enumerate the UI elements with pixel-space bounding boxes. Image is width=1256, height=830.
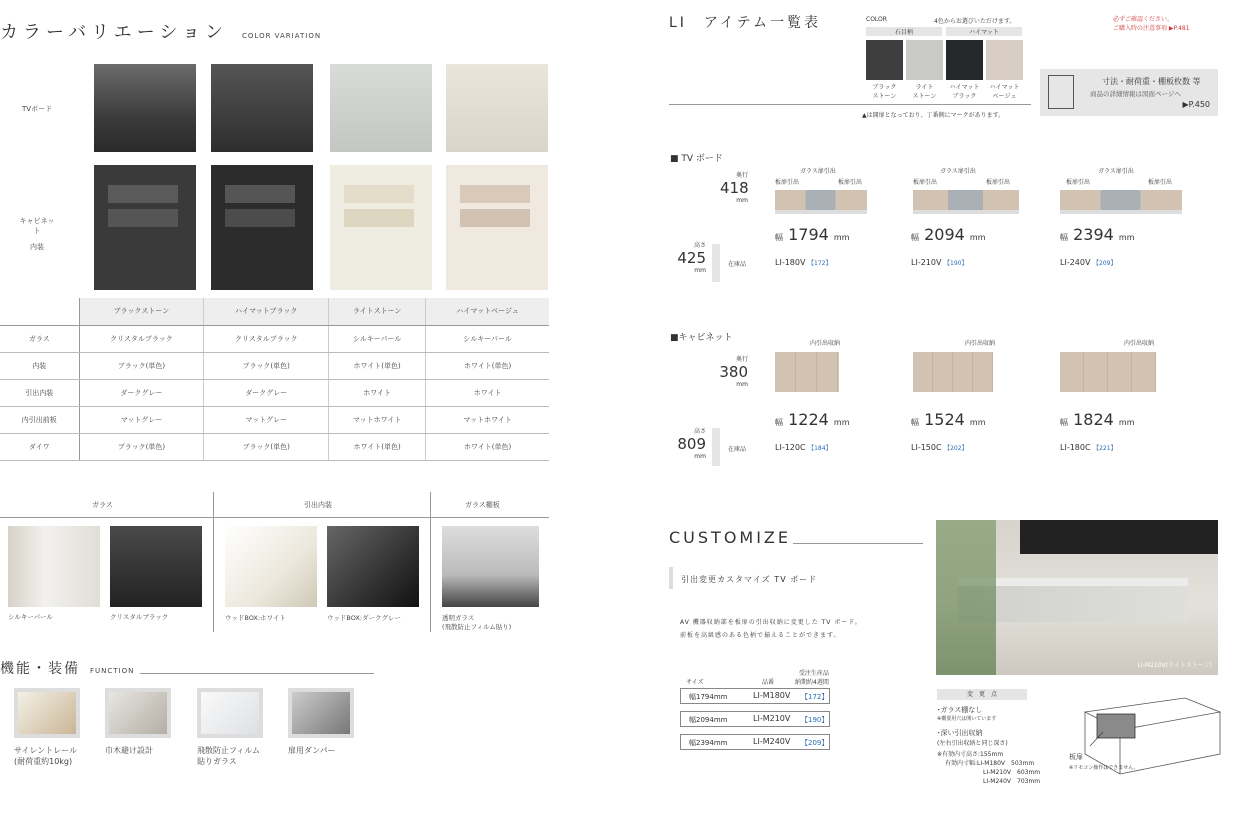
sample-wood-grey (327, 526, 419, 607)
section-shelf: ガラス棚板 (465, 501, 500, 509)
tv-board-diagram (913, 190, 1019, 210)
group-label-highmatt: ハイマット (946, 27, 1022, 36)
function-photo-baseboard (105, 688, 171, 738)
divider (213, 492, 214, 632)
group-label-stone: 石目柄 (866, 27, 942, 36)
caption: ウッドBOX:ダークグレー (327, 614, 402, 622)
col-header: 品番 (762, 679, 775, 686)
swatch-label: ブラック ストーン (872, 84, 897, 100)
sample-crystal-black (110, 526, 202, 607)
height-bar (712, 244, 720, 282)
caption: シルキーパール (8, 613, 53, 621)
label: 板扉引出 (775, 179, 800, 186)
table-row: 引出内装 ダークグレー ダークグレー ホワイト ホワイト (0, 379, 549, 406)
col-header: ハイマットブラック (204, 298, 329, 325)
caption: ウッドBOX:ホワイト (225, 614, 286, 622)
tv-photo-highmatt-beige (446, 64, 548, 152)
tv-width: 幅 1794 mm (775, 225, 850, 244)
sample-wood-white (225, 526, 317, 607)
function-photo-film (197, 688, 263, 738)
board-base (913, 210, 1019, 214)
cab-code: LI-180C 【221】 (1060, 443, 1117, 452)
change-list: ･ガラス棚なし ※概要用穴は開いています ･深い引出収納 (左右引出収納と同じ深さ) ※有効内寸高さ:155mm 有効内寸幅:LI-M180V 503mm LI-M210V 603mm LI-M240V 703mm (937, 706, 1041, 785)
customize-row: 幅1794mm LI-M180V 【172】 (680, 688, 830, 704)
label: 板扉引出 (838, 179, 863, 186)
label: 板扉引出 (1148, 179, 1173, 186)
col-header: ハイマットベージュ (426, 298, 549, 325)
tv-height: 高さ 425 mm (677, 242, 706, 274)
tv-board-diagram (1060, 190, 1182, 210)
divider (140, 673, 374, 674)
divider (669, 104, 1031, 105)
tv-photo-highmatt-black (211, 64, 313, 152)
row-label-cabinet: キャビネット 内装 (19, 217, 55, 251)
caption: クリスタルブラック (110, 613, 169, 621)
height-bar (712, 428, 720, 466)
tv-section-title: ■ TV ボード (670, 154, 723, 164)
cab-diagram (775, 352, 839, 392)
col-header: ブラックストーン (79, 298, 204, 325)
cab-code: LI-120C 【184】 (775, 443, 832, 452)
function-label: 扉用ダンパー (288, 746, 336, 755)
table-row: 内引出前板 マットグレー マットグレー マットホワイト マットホワイト (0, 406, 549, 433)
spec-table (0, 298, 549, 461)
table-row: ガラス クリスタルブラック クリスタルブラック シルキーパール シルキーパール (0, 325, 549, 352)
tv-photo-lightstone (330, 64, 432, 152)
cabinet-photo-highmatt-black (211, 165, 313, 290)
swatch-label: ハイマット ベージュ (989, 84, 1020, 100)
label: 板扉引出 (913, 179, 938, 186)
tv-width: 幅 2094 mm (911, 225, 986, 244)
divider (0, 517, 549, 518)
check-note: 必ずご確認ください。 ご購入時の注意事項 ▶P.481 (1113, 16, 1190, 32)
tv-code: LI-240V 【209】 (1060, 258, 1117, 267)
cab-width: 幅 1224 mm (775, 410, 850, 429)
label: ガラス扉引出 (800, 168, 836, 175)
label: 内引出収納 (1124, 340, 1155, 347)
tv-board-diagram (775, 190, 867, 210)
cab-depth: 奥行 380 mm (719, 356, 748, 388)
cab-width: 幅 1824 mm (1060, 410, 1135, 429)
sample-silky-pearl (8, 526, 100, 607)
cab-height: 高さ 809 mm (677, 428, 706, 460)
col-header: 受注生産品 納期約4週間 (795, 670, 829, 686)
sample-clear-glass (442, 526, 539, 607)
function-title: 機能・装備 FUNCTION (0, 661, 135, 677)
customize-heading: 引出変更カスタマイズ TV ボード (681, 575, 818, 584)
page-title: カラーバリエーション COLOR VARIATION (0, 22, 322, 43)
swatch-black-stone (866, 40, 903, 80)
customize-row: 幅2094mm LI-M210V 【190】 (680, 711, 830, 727)
label: ガラス扉引出 (940, 168, 976, 175)
swatch-highmatt-black (946, 40, 983, 80)
cabinet-photo-lightstone (330, 165, 432, 290)
label: 内引出収納 (965, 340, 996, 347)
board-base (1060, 210, 1182, 214)
divider (430, 492, 431, 632)
label: ガラス扉引出 (1098, 168, 1134, 175)
table-row: ダイワ ブラック(単色) ブラック(単色) ホワイト(単色) ホワイト(単色) (0, 433, 549, 460)
ruler-icon (1048, 75, 1074, 109)
table-row: 内装 ブラック(単色) ブラック(単色) ホワイト(単色) ホワイト(単色) (0, 352, 549, 379)
swatch-light-stone (906, 40, 943, 80)
section-glass: ガラス (92, 501, 113, 509)
function-label: 巾木避け設計 (105, 746, 153, 755)
col-header: サイズ (686, 679, 704, 686)
swatch-label: ライト ストーン (912, 84, 937, 100)
function-label: 飛散防止フィルム 貼りガラス (197, 746, 261, 766)
tv-photo-blackstone (94, 64, 196, 152)
accent-bar (669, 567, 673, 589)
tv-width: 幅 2394 mm (1060, 225, 1135, 244)
cab-diagram (1060, 352, 1156, 392)
info-box[interactable]: 寸法・耐荷重・棚板枚数 等 商品の詳細情報は図面ページへ ▶P.450 (1040, 69, 1218, 116)
col-header: ライトストーン (329, 298, 426, 325)
customize-title: CUSTOMIZE (669, 528, 791, 547)
board-base (775, 210, 867, 214)
tv-code: LI-210V 【190】 (911, 258, 968, 267)
change-title: 変 更 点 (937, 689, 1027, 700)
divider (793, 543, 923, 544)
function-photo-rail (14, 688, 80, 738)
label: 板扉引出 (986, 179, 1011, 186)
items-title: LI アイテム一覧表 (669, 15, 821, 31)
cabinet-photo-blackstone (94, 165, 196, 290)
section-drawer: 引出内装 (304, 501, 332, 509)
swatch-label: ハイマット ブラック (949, 84, 980, 100)
tv-depth: 奥行 418 mm (720, 172, 749, 204)
color-label: COLOR (866, 16, 887, 23)
cab-code: LI-150C 【202】 (911, 443, 968, 452)
swatch-highmatt-beige (986, 40, 1023, 80)
label: 板扉引出 (1066, 179, 1091, 186)
tv-code: LI-180V 【172】 (775, 258, 832, 267)
cab-width: 幅 1524 mm (911, 410, 986, 429)
cab-section-title: ■キャビネット (670, 333, 733, 343)
customize-desc: AV 機器収納部を板扉の引出収納に変更した TV ボード。 前板を高級感のある色柄で揃えることができます。 (680, 619, 862, 639)
cab-diagram (913, 352, 993, 392)
flap-label: 板扉 (1069, 753, 1083, 761)
label: 内引出収納 (810, 340, 841, 347)
color-note: 4色からお選びいただけます。 (934, 18, 1016, 25)
customize-photo: LI-M210V(ライトストーン) (936, 520, 1218, 675)
open-note: ▲は開扉となっており、丁番側にマークがあります。 (862, 112, 1005, 119)
customize-row: 幅2394mm LI-M240V 【209】 (680, 734, 830, 750)
remote-note: ※リモコン操作はできません。 (1069, 765, 1139, 771)
cabinet-photo-highmatt-beige (446, 165, 548, 290)
caption: 透明ガラス (飛散防止フィルム貼り) (442, 614, 512, 631)
stock-label: 在庫品 (728, 261, 747, 268)
row-label-tv: TVボード (22, 105, 53, 113)
function-photo-damper (288, 688, 354, 738)
function-label: サイレントレール (耐荷重約10kg) (14, 746, 78, 766)
stock-label: 在庫品 (728, 446, 747, 453)
